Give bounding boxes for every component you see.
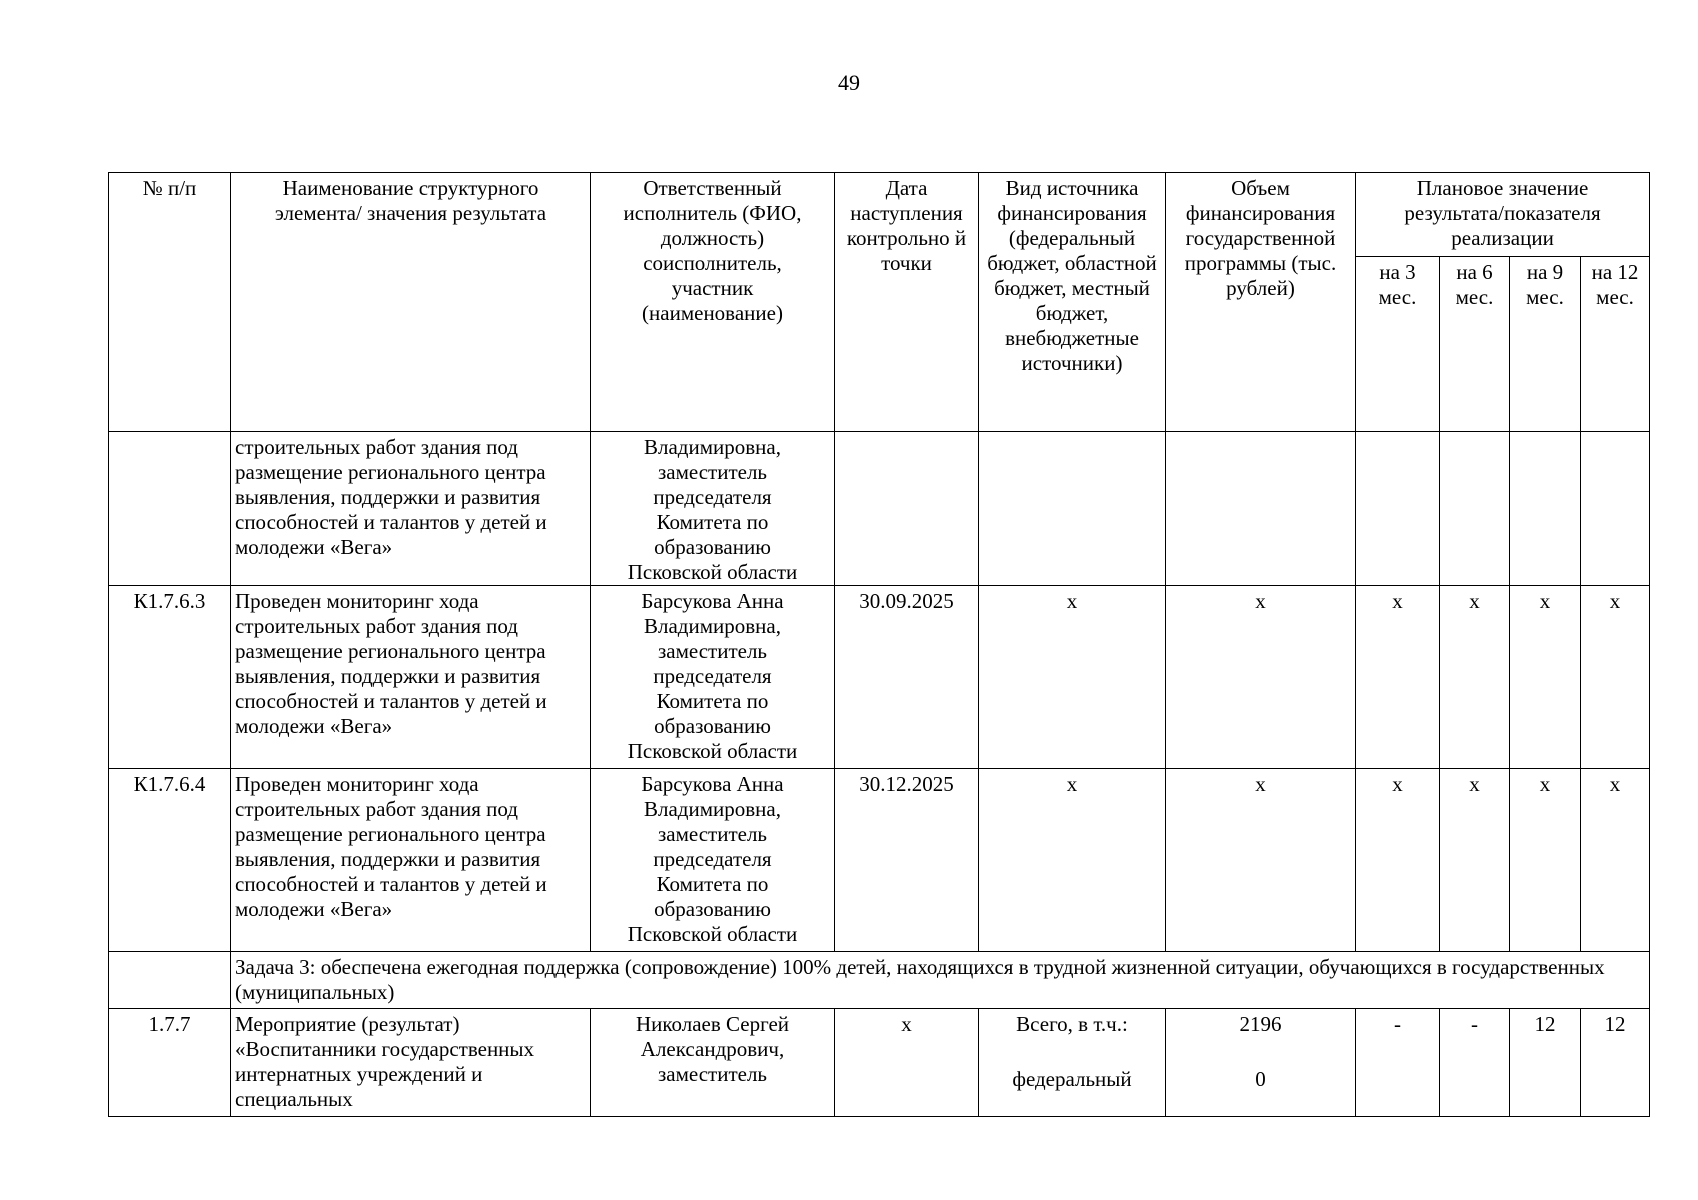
volume-federal: 0 <box>1255 1067 1266 1091</box>
row-source: x <box>979 769 1166 952</box>
row-date <box>835 432 979 586</box>
row-name: строительных работ здания под размещение регионального центра выявления, поддержки и развития способностей и талантов у детей и молодежи «Вега» <box>231 432 591 586</box>
row-m12: 12 <box>1581 1009 1650 1117</box>
header-m12: на 12 мес. <box>1581 257 1650 432</box>
header-responsible: Ответственный исполнитель (ФИО, должность) соисполнитель, участник (наименование) <box>591 173 835 432</box>
row-m6 <box>1440 432 1510 586</box>
row-m12: x <box>1581 586 1650 769</box>
source-total: Всего, в т.ч.: <box>1016 1012 1128 1036</box>
row-source: x <box>979 586 1166 769</box>
header-m3: на 3 мес. <box>1356 257 1440 432</box>
table-row <box>109 769 1650 952</box>
row-m6: x <box>1440 769 1510 952</box>
row-source <box>979 432 1166 586</box>
row-volume: x <box>1166 769 1356 952</box>
row-m6: - <box>1440 1009 1510 1117</box>
header-num: № п/п <box>109 173 231 432</box>
row-num: 1.7.7 <box>109 1009 231 1117</box>
row-responsible: Барсукова Анна Владимировна, заместитель председателя Комитета по образованию Псковской области <box>591 586 835 769</box>
header-row <box>109 173 1650 257</box>
row-volume <box>1166 1009 1356 1117</box>
row-num: К1.7.6.4 <box>109 769 231 952</box>
header-m9: на 9 мес. <box>1510 257 1581 432</box>
source-federal: федеральный <box>1012 1067 1132 1091</box>
row-m6: x <box>1440 586 1510 769</box>
row-m3: x <box>1356 769 1440 952</box>
row-m12: x <box>1581 769 1650 952</box>
header-date: Дата наступления контрольно й точки <box>835 173 979 432</box>
task-num <box>109 952 231 1009</box>
row-m3 <box>1356 432 1440 586</box>
row-m3: - <box>1356 1009 1440 1117</box>
row-name: Мероприятие (результат) «Воспитанники государственных интернатных учреждений и специальных <box>231 1009 591 1117</box>
task-text: Задача 3: обеспечена ежегодная поддержка (сопровождение) 100% детей, находящихся в трудной жизненной ситуации, обучающихся в государственных (муниципальных) <box>231 952 1650 1009</box>
table-row <box>109 586 1650 769</box>
table-row <box>109 432 1650 586</box>
row-num: К1.7.6.3 <box>109 586 231 769</box>
row-name: Проведен мониторинг хода строительных работ здания под размещение регионального центра выявления, поддержки и развития способностей и талантов у детей и молодежи «Вега» <box>231 769 591 952</box>
row-m9: 12 <box>1510 1009 1581 1117</box>
row-num <box>109 432 231 586</box>
page-number: 49 <box>838 70 860 95</box>
header-plan: Плановое значение результата/показателя реализации <box>1356 173 1650 257</box>
table-row <box>109 1009 1650 1117</box>
row-responsible: Барсукова Анна Владимировна, заместитель председателя Комитета по образованию Псковской области <box>591 769 835 952</box>
row-date: 30.09.2025 <box>835 586 979 769</box>
row-source <box>979 1009 1166 1117</box>
row-m9 <box>1510 432 1581 586</box>
header-m6: на 6 мес. <box>1440 257 1510 432</box>
row-responsible: Владимировна, заместитель председателя Комитета по образованию Псковской области <box>591 432 835 586</box>
row-volume: x <box>1166 586 1356 769</box>
header-name: Наименование структурного элемента/ значения результата <box>231 173 591 432</box>
header-volume: Объем финансирования государственной программы (тыс. рублей) <box>1166 173 1356 432</box>
row-date: x <box>835 1009 979 1117</box>
row-name: Проведен мониторинг хода строительных работ здания под размещение регионального центра выявления, поддержки и развития способностей и талантов у детей и молодежи «Вега» <box>231 586 591 769</box>
row-date: 30.12.2025 <box>835 769 979 952</box>
volume-total: 2196 <box>1239 1012 1282 1036</box>
task-row <box>109 952 1650 1009</box>
row-responsible: Николаев Сергей Александрович, заместитель <box>591 1009 835 1117</box>
plan-table <box>108 172 1650 1117</box>
row-volume <box>1166 432 1356 586</box>
row-m9: x <box>1510 769 1581 952</box>
row-m12 <box>1581 432 1650 586</box>
row-m3: x <box>1356 586 1440 769</box>
row-m9: x <box>1510 586 1581 769</box>
header-source: Вид источника финансирования (федеральный бюджет, областной бюджет, местный бюджет, внебюджетные источники) <box>979 173 1166 432</box>
